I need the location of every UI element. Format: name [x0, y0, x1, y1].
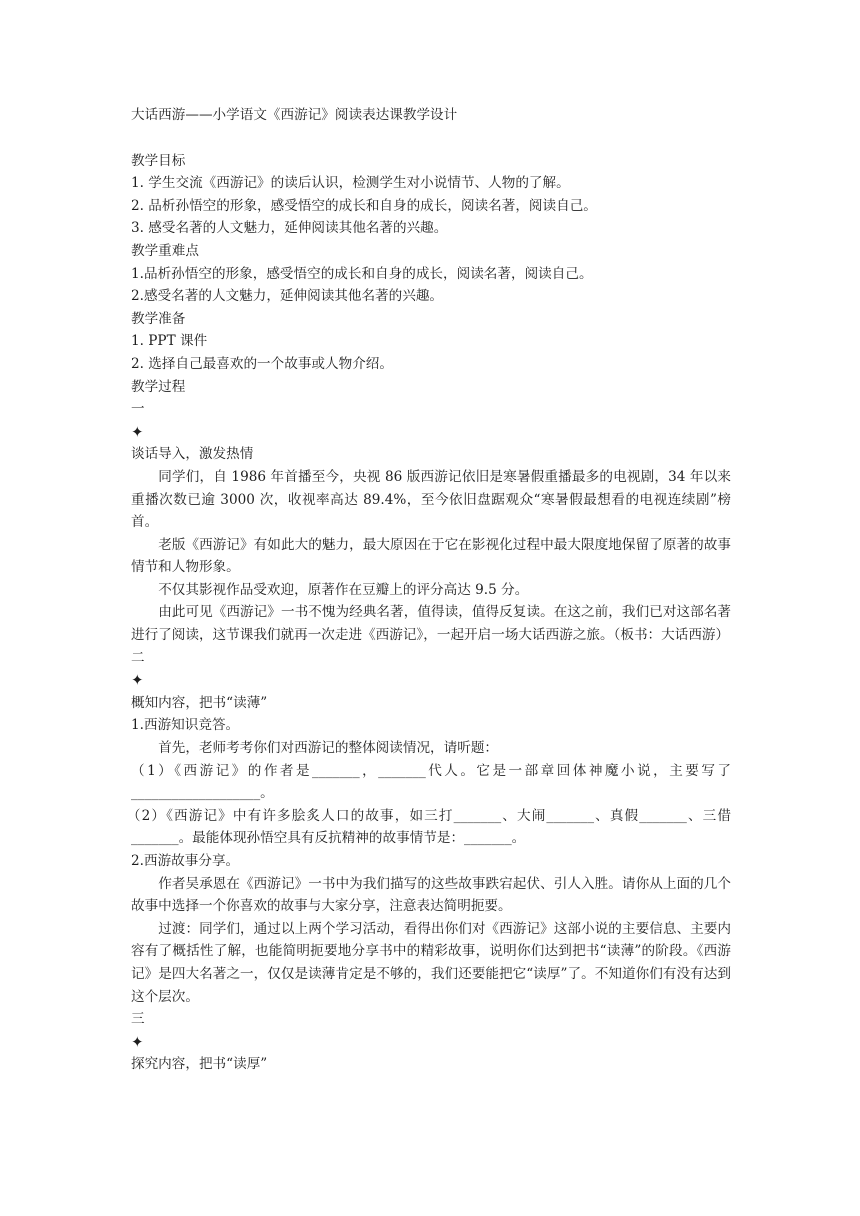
section-1-paragraph-2: 老版《西游记》有如此大的魅力，最大原因在于它在影视化过程中最大限度地保留了原著的故事情节和人物形象。	[131, 536, 731, 576]
section-1-paragraph-1: 同学们，自 1986 年首播至今，央视 86 版西游记依旧是寒暑假重播最多的电视剧，34 年以来重播次数已逾 3000 次，收视率高达 89.4%，至今依旧盘踞观众“寒暑假最想看的电视连续剧”榜首。	[131, 468, 731, 531]
keypoint-item-1: 1.品析孙悟空的形象，感受悟空的成长和自身的成长，阅读名著，阅读自己。	[131, 265, 593, 282]
section-2-paragraph-3: 过渡：同学们，通过以上两个学习活动，看得出你们对《西游记》这部小说的主要信息、主要内容有了概括性了解，也能简明扼要地分享书中的精彩故事，说明你们达到把书“读薄”的阶段。《西游记》是四大名著之一，仅仅是读薄肯定是不够的，我们还要能把它“读厚”了。不知道你们有没有达到这个层次。	[131, 920, 731, 1005]
quiz-question-2: （2）《西游记》中有许多脍炙人口的故事，如三打_______、大闹_______、真假_______、三借_______。最能体现孙悟空具有反抗精神的故事情节是：_______。	[126, 807, 731, 847]
goals-heading: 教学目标	[131, 152, 186, 169]
section-2-subheading-2: 2.西游故事分享。	[131, 853, 240, 869]
section-2-subheading-1: 1.西游知识竞答。	[131, 717, 240, 734]
keypoint-item-2: 2.感受名著的人文魅力，延伸阅读其他名著的兴趣。	[131, 288, 444, 305]
document-body	[126, 104, 731, 1076]
section-1-heading: 谈话导入，激发热情	[131, 446, 254, 463]
quiz-question-1: （1）《西游记》的作者是_______，_______代人。它是一部章回体神魔小说，主要写了___________________。	[131, 762, 731, 802]
goal-item-3: 3. 感受名著的人文魅力，延伸阅读其他名著的兴趣。	[131, 220, 448, 237]
goal-item-2: 2. 品析孙悟空的形象，感受悟空的成长和自身的成长，阅读名著，阅读自己。	[131, 197, 597, 214]
prep-item-2: 2. 选择自己最喜欢的一个故事或人物介绍。	[131, 355, 393, 372]
section-3-number: 三	[131, 1011, 145, 1028]
document-title: 大话西游——小学语文《西游记》阅读表达课教学设计	[131, 107, 458, 123]
star-icon: ✦	[131, 671, 144, 690]
section-2-heading: 概知内容，把书“读薄”	[131, 694, 268, 711]
prep-heading: 教学准备	[131, 310, 186, 327]
process-heading: 教学过程	[131, 378, 186, 395]
section-2-paragraph-2: 作者吴承恩在《西游记》一书中为我们描写的这些故事跌宕起伏、引人入胜。请你从上面的几个故事中选择一个你喜欢的故事与大家分享，注意表达简明扼要。	[131, 875, 731, 915]
section-2-paragraph-1: 首先，老师考考你们对西游记的整体阅读情况，请听题：	[158, 740, 499, 757]
section-3-heading: 探究内容，把书“读厚”	[131, 1056, 268, 1073]
star-icon: ✦	[131, 1032, 144, 1051]
star-icon: ✦	[131, 422, 144, 441]
section-1-paragraph-3: 不仅其影视作品受欢迎，原著作在豆瓣上的评分高达 9.5 分。	[158, 581, 529, 598]
goal-item-1: 1. 学生交流《西游记》的读后认识，检测学生对小说情节、人物的了解。	[131, 175, 570, 192]
keypoints-heading: 教学重难点	[131, 242, 199, 259]
section-1-paragraph-4: 由此可见《西游记》一书不愧为经典名著，值得读，值得反复读。在这之前，我们已对这部名著进行了阅读，这节课我们就再一次走进《西游记》，一起开启一场大话西游之旅。（板书：大话西游）	[131, 604, 731, 644]
section-2-number: 二	[131, 649, 145, 666]
prep-item-1: 1. PPT 课件	[131, 333, 208, 350]
section-1-number: 一	[131, 401, 145, 418]
